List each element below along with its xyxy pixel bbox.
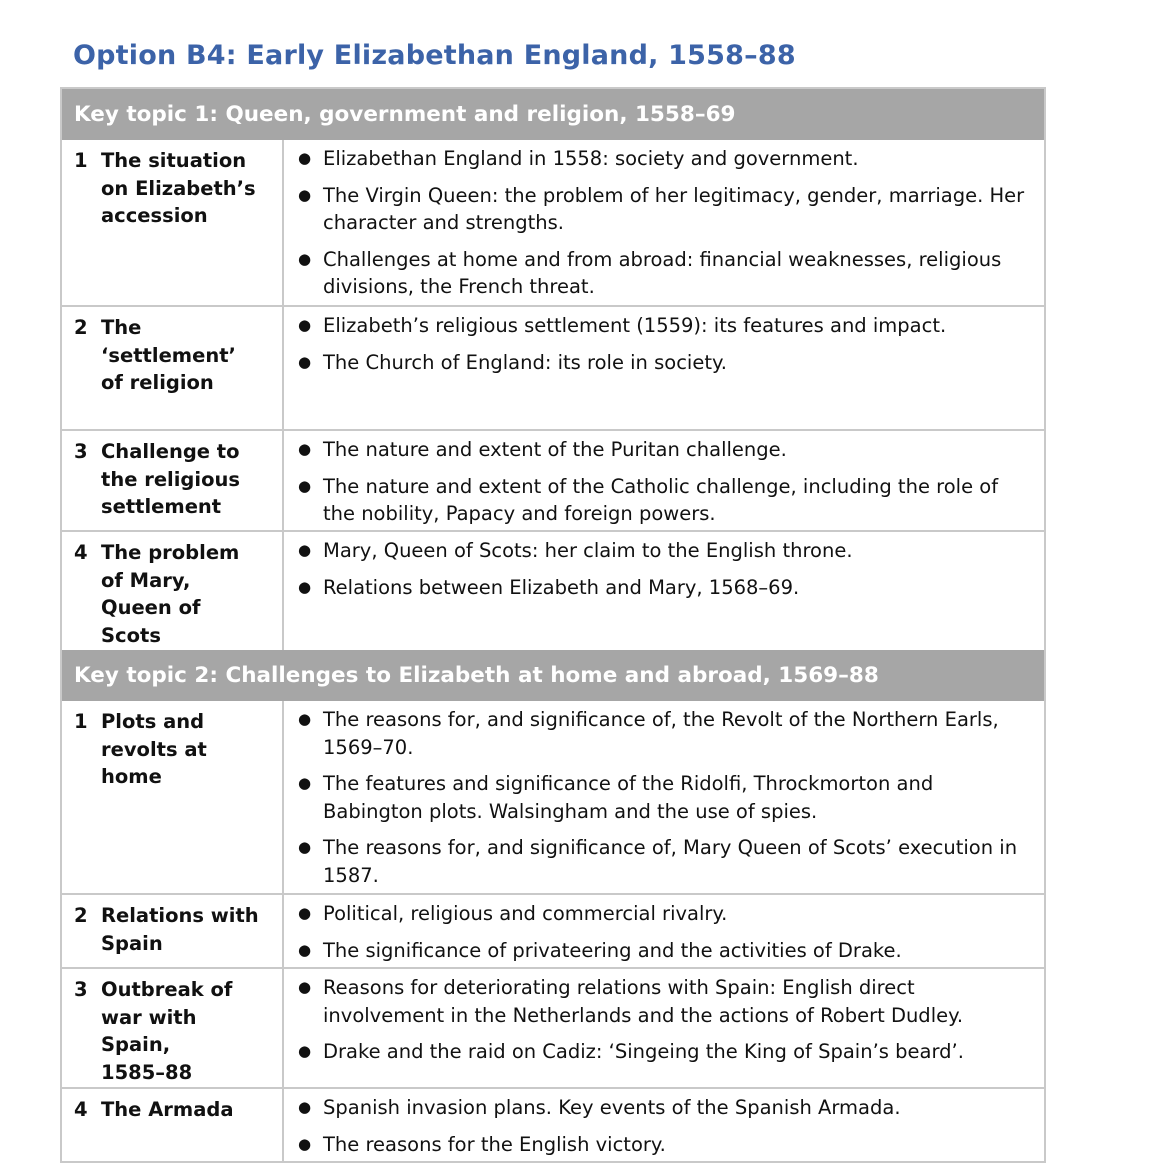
row-content-cell	[284, 431, 1044, 530]
row-label-cell	[62, 532, 284, 650]
row-label-cell	[62, 307, 284, 429]
row-number: 2	[74, 316, 88, 339]
list-item	[296, 770, 1034, 825]
row-content-cell	[284, 701, 1044, 893]
row-label-cell	[62, 701, 284, 893]
list-item	[296, 182, 1034, 237]
specification-table	[60, 87, 1046, 1163]
bullet-icon: ●	[298, 577, 312, 596]
list-item	[296, 974, 1034, 1029]
list-item-text: Challenges at home and from abroad: financial weaknesses, religious divisions, the French threat.	[323, 247, 1002, 298]
row-content-cell	[284, 1089, 1044, 1161]
row-number: 2	[74, 904, 88, 927]
table-row	[62, 429, 1044, 530]
row-label: The ‘settlement’ of religion	[101, 316, 236, 394]
bullet-icon: ●	[298, 249, 312, 268]
bullet-icon: ●	[298, 185, 312, 204]
bullet-icon: ●	[298, 904, 312, 922]
bullet-icon: ●	[298, 352, 312, 371]
bullet-icon: ●	[298, 838, 312, 856]
row-label: Outbreak of war with Spain, 1585–88	[101, 978, 233, 1084]
bullet-icon: ●	[298, 940, 312, 959]
list-item-text: Spanish invasion plans. Key events of the Spanish Armada.	[323, 1096, 901, 1119]
bullet-icon: ●	[298, 476, 312, 495]
list-item-text: The Church of England: its role in society.	[323, 350, 727, 374]
list-item	[296, 436, 1034, 464]
row-content-cell	[284, 969, 1044, 1087]
list-item-text: Reasons for deteriorating relations with Spain: English direct involvement in the Netherlands and the actions of Robert Dudley.	[323, 976, 964, 1027]
list-item-text: The reasons for the English victory.	[323, 1132, 666, 1156]
row-label: Relations with Spain	[101, 904, 259, 955]
list-item-text: The significance of privateering and the activities of Drake.	[323, 938, 902, 962]
row-label: Plots and revolts at home	[101, 710, 207, 788]
bullet-icon: ●	[298, 1098, 312, 1116]
bullet-icon: ●	[298, 710, 312, 728]
row-label-cell	[62, 140, 284, 305]
list-item	[296, 1131, 1034, 1159]
list-item-text: The nature and extent of the Catholic challenge, including the role of the nobility, Papacy and foreign powers.	[323, 474, 999, 525]
table-row	[62, 1087, 1044, 1161]
row-label: The situation on Elizabeth’s accession	[101, 149, 256, 227]
row-number: 4	[74, 1098, 88, 1121]
table-row	[62, 893, 1044, 967]
row-label-cell	[62, 1089, 284, 1161]
list-item	[296, 574, 1034, 602]
list-item-text: Elizabeth’s religious settlement (1559): its features and impact.	[323, 314, 947, 337]
list-item	[296, 349, 1034, 377]
list-item	[296, 937, 1034, 965]
bullet-icon: ●	[298, 1042, 312, 1060]
list-item	[296, 145, 1034, 173]
list-item	[296, 834, 1034, 889]
list-item-text: The features and significance of the Ridolfi, Throckmorton and Babington plots. Walsingham and the use of spies.	[323, 772, 934, 823]
list-item-text: The Virgin Queen: the problem of her legitimacy, gender, marriage. Her character and strengths.	[323, 183, 1025, 234]
row-number: 1	[74, 710, 88, 733]
bullet-icon: ●	[298, 149, 312, 167]
table-row	[62, 140, 1044, 305]
list-item	[296, 537, 1034, 565]
list-item-text: The nature and extent of the Puritan challenge.	[323, 438, 787, 461]
bullet-icon: ●	[298, 774, 312, 792]
row-content-cell	[284, 140, 1044, 305]
row-number: 1	[74, 149, 88, 172]
row-content-cell	[284, 895, 1044, 967]
document-title: Option B4: Early Elizabethan England, 1558–88	[73, 40, 796, 71]
list-item	[296, 1038, 1034, 1066]
bullet-icon: ●	[298, 541, 312, 559]
list-item-text: Political, religious and commercial rivalry.	[323, 902, 728, 925]
topic-header: Key topic 1: Queen, government and religion, 1558–69	[62, 89, 1044, 140]
table-row	[62, 967, 1044, 1087]
row-label-cell	[62, 431, 284, 530]
list-item	[296, 312, 1034, 340]
list-item-text: The reasons for, and significance of, the Revolt of the Northern Earls, 1569–70.	[323, 708, 999, 759]
row-number: 3	[74, 440, 88, 463]
row-label: The Armada	[101, 1098, 234, 1121]
list-item-text: Drake and the raid on Cadiz: ‘Singeing the King of Spain’s beard’.	[323, 1040, 964, 1063]
table-row	[62, 530, 1044, 650]
bullet-icon: ●	[298, 440, 312, 458]
table-row	[62, 701, 1044, 893]
bullet-icon: ●	[298, 978, 312, 996]
list-item-text: Mary, Queen of Scots: her claim to the English throne.	[323, 539, 853, 562]
list-item-text: The reasons for, and significance of, Mary Queen of Scots’ execution in 1587.	[323, 836, 1018, 887]
bullet-icon: ●	[298, 1134, 312, 1153]
list-item	[296, 1094, 1034, 1122]
topic-header: Key topic 2: Challenges to Elizabeth at home and abroad, 1569–88	[62, 650, 1044, 701]
row-label: Challenge to the religious settlement	[101, 440, 240, 518]
row-number: 3	[74, 978, 88, 1001]
row-label: The problem of Mary, Queen of Scots	[101, 541, 240, 647]
list-item	[296, 246, 1034, 301]
list-item	[296, 706, 1034, 761]
list-item	[296, 900, 1034, 928]
row-label-cell	[62, 895, 284, 967]
row-content-cell	[284, 532, 1044, 650]
list-item-text: Elizabethan England in 1558: society and government.	[323, 147, 859, 170]
row-label-cell	[62, 969, 284, 1087]
table-row	[62, 305, 1044, 429]
list-item-text: Relations between Elizabeth and Mary, 1568–69.	[323, 575, 800, 599]
bullet-icon: ●	[298, 316, 312, 334]
row-number: 4	[74, 541, 88, 564]
list-item	[296, 473, 1034, 528]
row-content-cell	[284, 307, 1044, 429]
